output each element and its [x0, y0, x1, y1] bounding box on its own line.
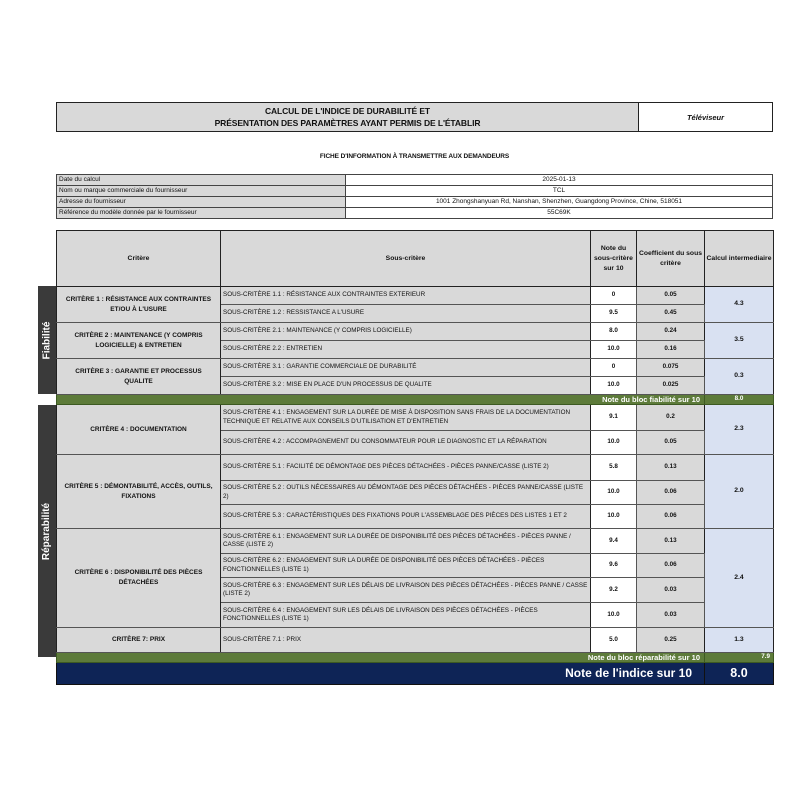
calcul-intermediaire: 3.5: [705, 323, 774, 359]
sous-critere-label: SOUS-CRITÈRE 5.2 : OUTILS NÉCESSAIRES AU DÉMONTAGE DES PIÈCES DÉTACHÉES - PIÈCES PANNE/CASSE (LISTE 2): [221, 481, 591, 505]
bloc-total-row: [57, 395, 774, 405]
info-row: [57, 186, 773, 197]
bloc-total-label: Note du bloc fiabilité sur 10: [57, 395, 705, 405]
sous-critere-coef: 0.13: [637, 455, 705, 481]
sous-critere-note: 9.2: [591, 578, 637, 603]
critere-label: CRITÈRE 3 : GARANTIE ET PROCESSUS QUALITE: [57, 359, 221, 395]
sous-critere-label: SOUS-CRITÈRE 7.1 : PRIX: [221, 628, 591, 653]
sous-critere-coef: 0.05: [637, 431, 705, 455]
sous-critere-note: 9.4: [591, 529, 637, 554]
table-row: [57, 359, 774, 377]
table-row: [57, 287, 774, 305]
table-row: [57, 628, 774, 653]
sous-critere-note: 10.0: [591, 603, 637, 628]
info-label: Référence du modèle donnée par le fournisseur: [57, 208, 346, 219]
sous-critere-note: 9.5: [591, 305, 637, 323]
calcul-intermediaire: 0.3: [705, 359, 774, 395]
final-score-value: 8.0: [705, 663, 774, 685]
sous-critere-note: 9.6: [591, 554, 637, 578]
final-score-row: [57, 663, 774, 685]
bloc-total-value: 7.9: [705, 653, 774, 663]
col-critere: Critère: [57, 231, 221, 287]
bloc-label-reparabilite: [38, 405, 56, 657]
sous-critere-label: SOUS-CRITÈRE 1.1 : RÉSISTANCE AUX CONTRAINTES EXTERIEUR: [221, 287, 591, 305]
sous-critere-note: 5.8: [591, 455, 637, 481]
critere-label: CRITÈRE 5 : DÉMONTABILITÉ, ACCÈS, OUTILS, FIXATIONS: [57, 455, 221, 529]
sous-critere-label: SOUS-CRITÈRE 3.2 : MISE EN PLACE D'UN PROCESSUS DE QUALITE: [221, 377, 591, 395]
sous-critere-note: 10.0: [591, 377, 637, 395]
sous-critere-coef: 0.03: [637, 578, 705, 603]
critere-label: CRITÈRE 1 : RÉSISTANCE AUX CONTRAINTES ET/OU À L'USURE: [57, 287, 221, 323]
product-type: Téléviseur: [686, 112, 725, 122]
info-label: Date du calcul: [57, 175, 346, 186]
bloc-total-value: 8.0: [705, 395, 774, 405]
sous-critere-coef: 0.05: [637, 287, 705, 305]
page-title: [57, 103, 639, 131]
sous-critere-label: SOUS-CRITÈRE 2.1 : MAINTENANCE (Y COMPRIS LOGICIELLE): [221, 323, 591, 341]
sous-critere-coef: 0.06: [637, 505, 705, 529]
title-box: [56, 102, 773, 132]
col-sous-critere: Sous-critère: [221, 231, 591, 287]
calcul-intermediaire: 1.3: [705, 628, 774, 653]
title-line-1: CALCUL DE L'INDICE DE DURABILITÉ ET: [264, 106, 431, 116]
info-label: Nom ou marque commerciale du fournisseur: [57, 186, 346, 197]
bloc-total-row: [57, 653, 774, 663]
info-value: TCL: [346, 186, 773, 197]
info-value: 55C69K: [346, 208, 773, 219]
info-row: [57, 197, 773, 208]
sous-critere-label: SOUS-CRITÈRE 5.1 : FACILITÉ DE DÉMONTAGE DES PIÈCES DÉTACHÉES - PIÈCES PANNE/CASSE (LISTE 2): [221, 455, 591, 481]
sous-critere-note: 10.0: [591, 505, 637, 529]
sous-critere-label: SOUS-CRITÈRE 6.3 : ENGAGEMENT SUR LES DÉLAIS DE LIVRAISON DES PIÈCES DÉTACHÉES - PIÈCES PANNE / CASSE (LISTE 2): [221, 578, 591, 603]
sous-critere-note: 10.0: [591, 481, 637, 505]
bloc-label-fiabilite: [38, 286, 56, 394]
sous-critere-coef: 0.24: [637, 323, 705, 341]
critere-label: CRITÈRE 7: PRIX: [57, 628, 221, 653]
sous-critere-label: SOUS-CRITÈRE 5.3 : CARACTÉRISTIQUES DES FIXATIONS POUR L'ASSEMBLAGE DES PIÈCES DES LISTES 1 ET 2: [221, 505, 591, 529]
table-row: [57, 529, 774, 554]
critere-label: CRITÈRE 4 : DOCUMENTATION: [57, 405, 221, 455]
sous-critere-note: 0: [591, 287, 637, 305]
calcul-intermediaire: 4.3: [705, 287, 774, 323]
sous-critere-label: SOUS-CRITÈRE 2.2 : ENTRETIEN: [221, 341, 591, 359]
sous-critere-note: 5.0: [591, 628, 637, 653]
table-row: [57, 405, 774, 431]
calcul-intermediaire: 2.0: [705, 455, 774, 529]
sous-critere-coef: 0.16: [637, 341, 705, 359]
sous-critere-label: SOUS-CRITÈRE 1.2 : RESSISTANCE A L'USURE: [221, 305, 591, 323]
bloc-total-label: Note du bloc réparabilité sur 10: [57, 653, 705, 663]
table-row: [57, 323, 774, 341]
sous-critere-note: 9.1: [591, 405, 637, 431]
sous-critere-coef: 0.06: [637, 481, 705, 505]
header-row: [57, 231, 774, 287]
table-row: [57, 455, 774, 481]
sous-critere-label: SOUS-CRITÈRE 6.2 : ENGAGEMENT SUR LA DURÉE DE DISPONIBILITÉ DES PIÈCES DÉTACHÉES - PIÈCES FONCTIONNELLES (LISTE 1): [221, 554, 591, 578]
sous-critere-coef: 0.025: [637, 377, 705, 395]
info-value: 2025-01-13: [346, 175, 773, 186]
sous-critere-label: SOUS-CRITÈRE 4.2 : ACCOMPAGNEMENT DU CONSOMMATEUR POUR LE DIAGNOSTIC ET LA RÉPARATION: [221, 431, 591, 455]
col-note: Note du sous-critère sur 10: [591, 231, 637, 287]
sous-critere-label: SOUS-CRITÈRE 3.1 : GARANTIE COMMERCIALE DE DURABILITÉ: [221, 359, 591, 377]
score-table: [56, 230, 774, 685]
sous-critere-coef: 0.45: [637, 305, 705, 323]
sous-critere-coef: 0.13: [637, 529, 705, 554]
sous-critere-label: SOUS-CRITÈRE 6.4 : ENGAGEMENT SUR LES DÉLAIS DE LIVRAISON DES PIÈCES DÉTACHÉES - PIÈCES FONCTIONNELLES (LISTE 1): [221, 603, 591, 628]
col-coef: Coefficient du sous critère: [637, 231, 705, 287]
info-table: [56, 174, 773, 219]
subtitle: FICHE D'INFORMATION À TRANSMETTRE AUX DEMANDEURS: [319, 153, 510, 160]
info-label: Adresse du fournisseur: [57, 197, 346, 208]
sous-critere-note: 0: [591, 359, 637, 377]
title-line-2: PRÉSENTATION DES PARAMÈTRES AYANT PERMIS DE L'ÉTABLIR: [214, 118, 481, 128]
info-row: [57, 175, 773, 186]
info-value: 1001 Zhongshanyuan Rd, Nanshan, Shenzhen, Guangdong Province, Chine, 518051: [346, 197, 773, 208]
sous-critere-coef: 0.075: [637, 359, 705, 377]
sous-critere-coef: 0.2: [637, 405, 705, 431]
sous-critere-note: 8.0: [591, 323, 637, 341]
calcul-intermediaire: 2.3: [705, 405, 774, 455]
sous-critere-label: SOUS-CRITÈRE 4.1 : ENGAGEMENT SUR LA DURÉE DE MISE À DISPOSITION SANS FRAIS DE LA DOCUMENTATION TECHNIQUE ET RELATIVE AUX CONSEILS D'UTILISATION ET D'ENTRETIEN: [221, 405, 591, 431]
sous-critere-coef: 0.25: [637, 628, 705, 653]
critere-label: CRITÈRE 2 : MAINTENANCE (Y COMPRIS LOGICIELLE) & ENTRETIEN: [57, 323, 221, 359]
sous-critere-note: 10.0: [591, 341, 637, 359]
info-row: [57, 208, 773, 219]
sous-critere-coef: 0.06: [637, 554, 705, 578]
sous-critere-note: 10.0: [591, 431, 637, 455]
final-score-label: Note de l'indice sur 10: [57, 663, 705, 685]
sous-critere-label: SOUS-CRITÈRE 6.1 : ENGAGEMENT SUR LA DURÉE DE DISPONIBILITÉ DES PIÈCES DÉTACHÉES - PIÈCES PANNE / CASSE (LISTE 2): [221, 529, 591, 554]
col-calc: Calcul intermediaire: [705, 231, 774, 287]
bloc-label-text: Réparabilité: [41, 502, 53, 560]
bloc-label-text: Fiabilité: [41, 321, 53, 359]
calcul-intermediaire: 2.4: [705, 529, 774, 628]
score-table-wrap: [56, 230, 773, 685]
critere-label: CRITÈRE 6 : DISPONIBILITÉ DES PIÈCES DÉTACHÉES: [57, 529, 221, 628]
sous-critere-coef: 0.03: [637, 603, 705, 628]
